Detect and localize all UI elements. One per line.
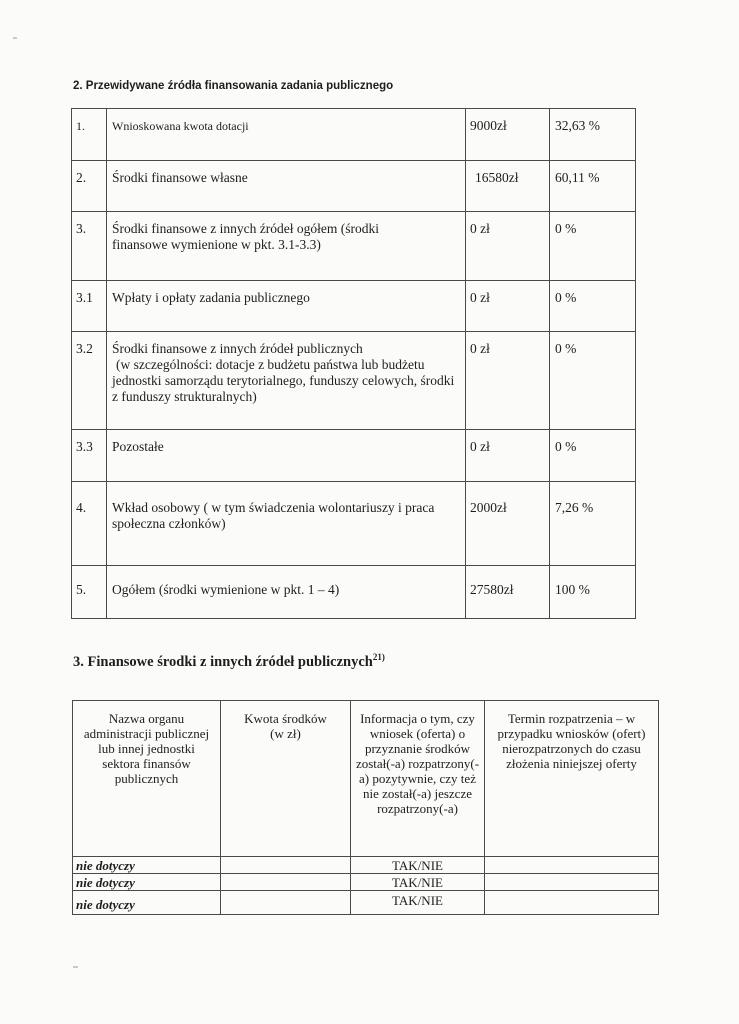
row-percent: 0 % bbox=[550, 430, 636, 482]
table-row bbox=[73, 891, 659, 915]
row-number: 3.3 bbox=[72, 430, 107, 482]
row-description: Pozostałe bbox=[107, 430, 466, 482]
row-number: 2. bbox=[72, 161, 107, 212]
term-cell bbox=[485, 857, 659, 874]
status-cell: TAK/NIE bbox=[351, 857, 485, 874]
row-amount: 9000zł bbox=[466, 109, 550, 161]
row-amount: 2000zł bbox=[466, 482, 550, 566]
funding-row bbox=[72, 212, 636, 281]
row-amount: 27580zł bbox=[466, 566, 550, 619]
row-number: 3. bbox=[72, 212, 107, 281]
amount-cell bbox=[221, 874, 351, 891]
row-number: 3.2 bbox=[72, 332, 107, 430]
funding-row bbox=[72, 332, 636, 430]
row-description: Środki finansowe z innych źródeł publicznych bbox=[112, 341, 363, 356]
term-cell bbox=[485, 891, 659, 915]
funding-row bbox=[72, 566, 636, 619]
section-3-title: 3. Finansowe środki z innych źródeł publicznych bbox=[73, 654, 373, 670]
organ-name: nie dotyczy bbox=[73, 857, 221, 874]
footnote-marker: 21) bbox=[372, 652, 385, 662]
row-percent: 0 % bbox=[550, 212, 636, 281]
row-description: Wnioskowana kwota dotacji bbox=[107, 109, 466, 161]
header-organ-name: Nazwa organu administracji publicznej lub innej jednostki sektora finansów publicznych bbox=[73, 701, 221, 857]
row-percent: 0 % bbox=[550, 281, 636, 332]
row-number: 1. bbox=[72, 109, 107, 161]
row-amount: 0 zł bbox=[466, 212, 550, 281]
section-2-heading: 2. Przewidywane źródła finansowania zadania publicznego bbox=[73, 80, 394, 92]
funding-sources-table bbox=[71, 108, 636, 619]
status-cell: TAK/NIE bbox=[351, 874, 485, 891]
row-percent: 60,11 % bbox=[550, 161, 636, 212]
header-review-term: Termin rozpatrzenia – w przypadku wniosków (ofert) nierozpatrzonych do czasu złożenia niniejszej oferty bbox=[485, 701, 659, 857]
funding-row bbox=[72, 281, 636, 332]
row-description: Wkład osobowy ( w tym świadczenia wolontariuszy i praca społeczna członków) bbox=[107, 482, 466, 566]
row-amount: 16580zł bbox=[466, 161, 550, 212]
funding-row bbox=[72, 161, 636, 212]
other-public-sources-table bbox=[72, 700, 659, 915]
row-description: Ogółem (środki wymienione w pkt. 1 – 4) bbox=[107, 566, 466, 619]
amount-cell bbox=[221, 891, 351, 915]
amount-cell bbox=[221, 857, 351, 874]
row-amount: 0 zł bbox=[466, 332, 550, 430]
header-status-info: Informacja o tym, czy wniosek (oferta) o przyznanie środków został(-a) rozpatrzony(-a) pozytywnie, czy też nie został(-a) jeszcze rozpatrzony(-a) bbox=[351, 701, 485, 857]
row-number: 5. bbox=[72, 566, 107, 619]
header-row bbox=[73, 701, 659, 857]
table-row bbox=[73, 874, 659, 891]
status-cell: TAK/NIE bbox=[351, 891, 485, 915]
row-description-cell bbox=[107, 332, 466, 430]
row-description: Środki finansowe własne bbox=[107, 161, 466, 212]
row-description: Środki finansowe z innych źródeł ogółem (środki finansowe wymienione w pkt. 3.1-3.3) bbox=[107, 212, 466, 281]
row-number: 4. bbox=[72, 482, 107, 566]
section-3-heading bbox=[73, 652, 385, 671]
row-percent: 32,63 % bbox=[550, 109, 636, 161]
funding-row bbox=[72, 482, 636, 566]
row-amount: 0 zł bbox=[466, 281, 550, 332]
header-amount: Kwota środków (w zł) bbox=[221, 701, 351, 857]
funding-row bbox=[72, 109, 636, 161]
row-description-detail: (w szczególności: dotacje z budżetu państwa lub budżetu jednostki samorządu terytorialnego, funduszy celowych, środki z funduszy strukturalnych) bbox=[112, 357, 455, 404]
row-percent: 100 % bbox=[550, 566, 636, 619]
term-cell bbox=[485, 874, 659, 891]
organ-name: nie dotyczy bbox=[73, 891, 221, 915]
table-row bbox=[73, 857, 659, 874]
row-percent: 0 % bbox=[550, 332, 636, 430]
row-amount: 0 zł bbox=[466, 430, 550, 482]
scan-speck bbox=[13, 37, 17, 39]
row-number: 3.1 bbox=[72, 281, 107, 332]
funding-row bbox=[72, 430, 636, 482]
organ-name: nie dotyczy bbox=[73, 874, 221, 891]
scan-speck bbox=[73, 966, 78, 968]
row-percent: 7,26 % bbox=[550, 482, 636, 566]
row-description: Wpłaty i opłaty zadania publicznego bbox=[107, 281, 466, 332]
